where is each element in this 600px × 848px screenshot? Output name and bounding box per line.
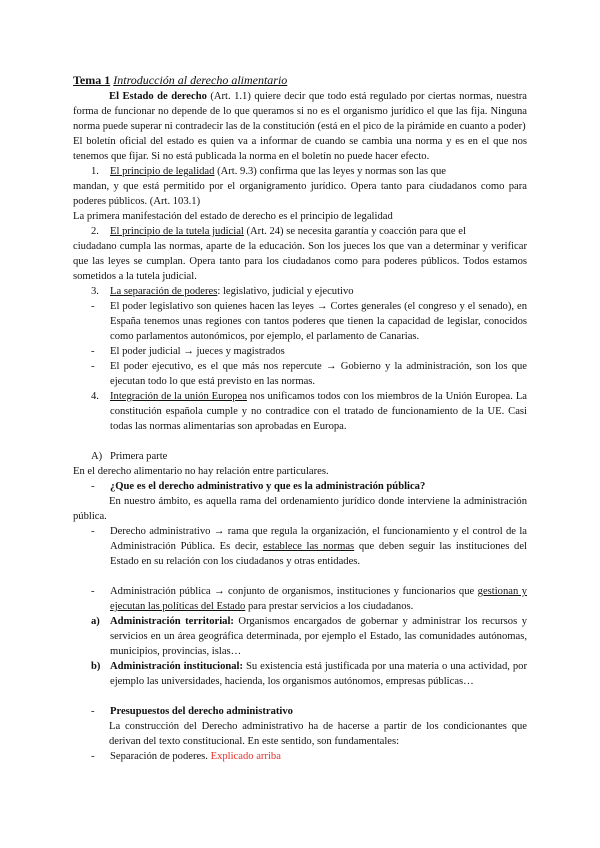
poder-ejecutivo-text: El poder ejecutivo, es el que más nos repercute → Gobierno y la administración, son los que ejecutan todo lo que está previsto en las normas. — [110, 361, 527, 387]
establece-normas-term: establece las normas — [263, 541, 355, 552]
paragraph-nuestro-ambito: En nuestro ámbito, es aquella rama del ordenamiento jurídico donde interviene la administración pública. — [73, 496, 527, 522]
union-europea-text: nos unificamos todos con los miembros de la Unión Europea. La constitución española cumple y no contradice con el tratado de funcionamiento de la UE. Casi todas las normas alimentarias son aprobadas en Europa. — [110, 391, 527, 432]
dash-bullet: - — [91, 526, 95, 537]
list-item-union-europea — [73, 389, 527, 434]
title-subtitle: Introducción al derecho alimentario — [113, 73, 288, 87]
principio-legalidad-term: El principio de legalidad — [110, 166, 215, 177]
list-item-separacion — [73, 284, 527, 299]
section-title: Primera parte — [110, 451, 168, 462]
spacer — [73, 689, 527, 704]
title-tema: Tema 1 — [73, 73, 111, 87]
paragraph-boletin: El boletín oficial del estado es quien va a informar de cuando se cambia una norma y es en el que nos tenemos que fijar. Si no está publicada la norma en el boletín no puede hacer efecto. — [73, 136, 527, 162]
dash-bullet: - — [91, 361, 95, 372]
territorial-text: Organismos encargados de gobernar y administrar los recursos y servicios en un área geográfica determinada, por ejemplo el Estado, las comunidades autónomas, municipios, provincias, islas… — [110, 616, 527, 657]
document-title — [73, 72, 527, 88]
poder-legislativo-text: El poder legislativo son quienes hacen las leyes → Cortes generales (el congreso y el senado), en España tenemos unas regiones con tantos poderes que tienen la capacidad de legislar, conocidos como parlamentos autonómicos, por ejemplo, el parlamento de Canarias. — [110, 301, 527, 342]
list-number: 4. — [91, 391, 99, 402]
dash-bullet: - — [91, 346, 95, 357]
tutela-judicial-text: (Art. 24) se necesita garantía y coacción para que el — [243, 226, 466, 237]
dash-bullet: - — [91, 586, 95, 597]
poder-judicial-text: El poder judicial → jueces y magistrados — [110, 346, 285, 357]
question-text: ¿Que es el derecho administrativo y que es la administración pública? — [110, 481, 426, 492]
alpha-label: a) — [91, 616, 100, 627]
list-item-territorial — [73, 614, 527, 659]
alpha-label: b) — [91, 661, 101, 672]
list-item-separacion-poderes — [73, 749, 527, 764]
section-heading-a — [73, 449, 527, 464]
list-item-institucional — [73, 659, 527, 689]
paragraph-estado-derecho — [73, 89, 527, 134]
list-item-tutela — [73, 224, 527, 284]
institucional-term: Administración institucional: — [110, 661, 244, 672]
tutela-judicial-cont: ciudadano cumpla las normas, aparte de la educación. Son los jueces los que van a determinar y verificar que las leyes se cumplan. Opera tanto para los ciudadanos como para poderes públicos. Todos estamos sometidos a la tutela judicial. — [73, 241, 527, 282]
list-item-legislativo — [73, 299, 527, 344]
list-item-legalidad — [73, 164, 527, 209]
gestionan-ejecutan-term: gestionan y ejecutan las políticas del Estado — [110, 586, 528, 612]
union-europea-term: Integración de la unión Europea — [110, 391, 247, 402]
list-number: 2. — [91, 226, 99, 237]
territorial-term: Administración territorial: — [110, 616, 234, 627]
administracion-publica-text-end: para prestar servicios a los ciudadanos. — [245, 601, 414, 612]
spacer — [73, 569, 527, 584]
list-item-ejecutivo — [73, 359, 527, 389]
explicado-arriba-note: Explicado arriba — [210, 751, 281, 762]
separacion-poderes-term: La separación de poderes — [110, 286, 218, 297]
administracion-publica-text: Administración pública → conjunto de organismos, instituciones y funcionarios que — [110, 586, 478, 597]
presupuestos-title: Presupuestos del derecho administrativo — [110, 706, 293, 717]
principio-legalidad-cont: mandan, y que está permitido por el organigramento jurídico. Opera tanto para ciudadanos como para poderes públicos. (Art. 103.1) — [73, 181, 527, 207]
list-item-judicial — [73, 344, 527, 359]
list-number: 1. — [91, 166, 99, 177]
separacion-poderes-text: : legislativo, judicial y ejecutivo — [217, 286, 354, 297]
dash-bullet: - — [91, 481, 95, 492]
paragraph-construccion: La construcción del Derecho administrativo ha de hacerse a partir de los condicionantes que derivan del texto constitucional. En este sentido, son fundamentales: — [109, 721, 527, 747]
paragraph-relacion-particulares: En el derecho alimentario no hay relación entre particulares. — [73, 466, 329, 477]
estado-derecho-text: (Art. 1.1) quiere decir que todo está regulado por ciertas normas, nuestra forma de funcionar no depende de lo que queramos si no es el organismo jurídico el que las fija. Ninguna norma puede superar ni contradecir las de la constitución (está en el pico de la pirámide en cuanto a poder) — [73, 91, 527, 132]
list-item-derecho-administrativo — [73, 524, 527, 569]
tutela-judicial-term: El principio de la tutela judicial — [110, 226, 244, 237]
dash-bullet: - — [91, 301, 95, 312]
list-number: 3. — [91, 286, 99, 297]
dash-bullet: - — [91, 751, 95, 762]
estado-derecho-term: El Estado de derecho — [109, 91, 207, 102]
institucional-text: Su existencia está justificada por una materia o una actividad, por ejemplo las universidades, hacienda, los organismos autónomos, empresas públicas… — [110, 661, 527, 687]
derecho-administrativo-text-end: que deben seguir las instituciones del Estado en su relación con los ciudadanos y otras entidades. — [110, 541, 528, 567]
separacion-poderes-item-text: Separación de poderes. — [110, 751, 211, 762]
heading-presupuestos — [73, 704, 527, 719]
spacer — [73, 434, 527, 449]
principio-legalidad-text: (Art. 9.3) confirma que las leyes y normas son las que — [214, 166, 446, 177]
document-body — [73, 72, 527, 764]
list-item-administracion-publica — [73, 584, 527, 614]
section-label: A) — [91, 451, 103, 462]
paragraph-primera-manifestacion: La primera manifestación del estado de derecho es el principio de legalidad — [73, 211, 393, 222]
derecho-administrativo-text: Derecho administrativo → rama que regula la organización, el funcionamiento y el control de la Administración Pública. Es decir, — [110, 526, 527, 552]
question-derecho-administrativo — [73, 479, 527, 494]
dash-bullet: - — [91, 706, 95, 717]
